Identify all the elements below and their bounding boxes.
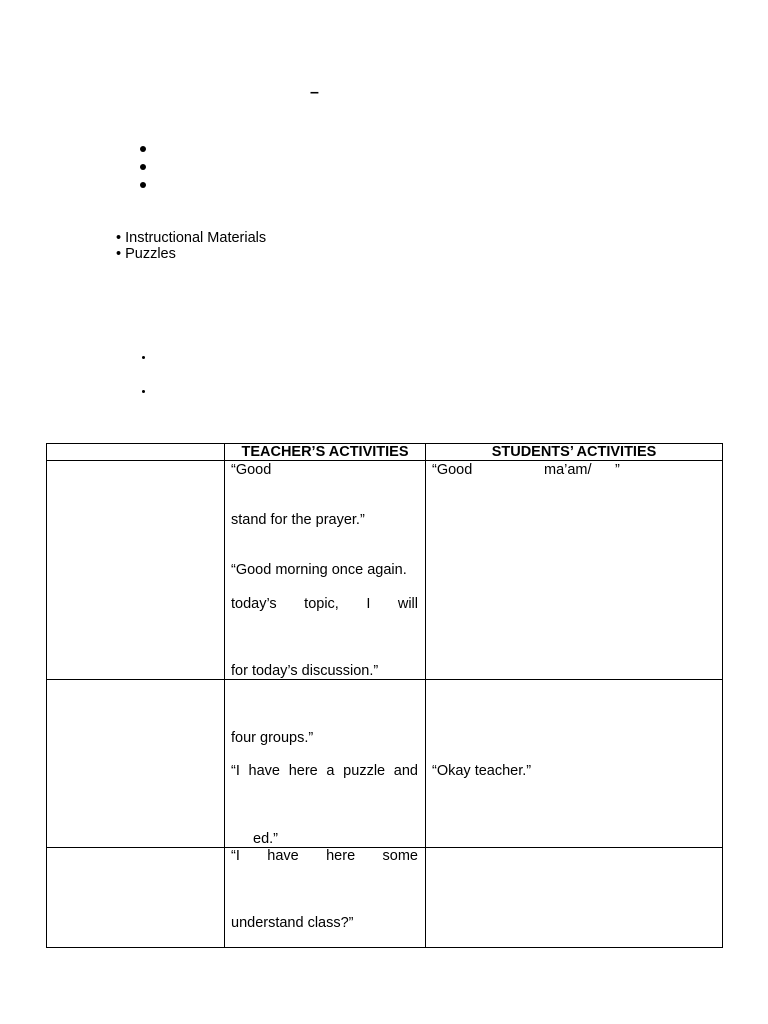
table-row	[47, 461, 723, 680]
bullet-point	[142, 390, 145, 393]
teacher-line: for today’s discussion.”	[231, 663, 379, 679]
student-line: “Okay teacher.”	[432, 763, 532, 779]
activities-table	[46, 443, 723, 948]
row-label-cell	[47, 461, 225, 680]
teacher-line: “Good morning once again.	[231, 562, 407, 578]
table-header-row	[47, 444, 723, 461]
table-row	[47, 848, 723, 948]
teacher-activity-cell	[225, 461, 426, 680]
header-students-activities: STUDENTS’ ACTIVITIES	[426, 444, 723, 461]
header-teachers-activities: TEACHER’S ACTIVITIES	[225, 444, 426, 461]
teacher-line: “Good	[231, 462, 272, 478]
student-activity-cell	[426, 680, 723, 848]
teacher-line: “I have here some	[231, 848, 418, 864]
teacher-line: “I have here a puzzle and	[231, 763, 418, 779]
teacher-activity-cell	[225, 848, 426, 948]
teacher-line: four groups.”	[231, 730, 314, 746]
materials-item: • Instructional Materials	[116, 230, 267, 246]
row-label-cell	[47, 680, 225, 848]
header-cell-blank	[47, 444, 225, 461]
materials-item: • Puzzles	[116, 246, 176, 262]
teacher-line: understand class?”	[231, 915, 354, 931]
student-activity-cell	[426, 461, 723, 680]
teacher-line: ed.”	[253, 831, 278, 847]
header-dash: –	[310, 84, 319, 101]
teacher-line: stand for the prayer.”	[231, 512, 365, 528]
bullet-point	[140, 146, 146, 152]
student-line: ”	[615, 462, 620, 478]
student-line: ma’am/	[544, 462, 592, 478]
bullet-point	[140, 182, 146, 188]
row-label-cell	[47, 848, 225, 948]
teacher-activity-cell	[225, 680, 426, 848]
student-line: “Good	[432, 462, 473, 478]
bullet-point	[140, 164, 146, 170]
table-row	[47, 680, 723, 848]
student-activity-cell	[426, 848, 723, 948]
bullet-point	[142, 356, 145, 359]
teacher-line: today’s topic, I will	[231, 596, 418, 612]
